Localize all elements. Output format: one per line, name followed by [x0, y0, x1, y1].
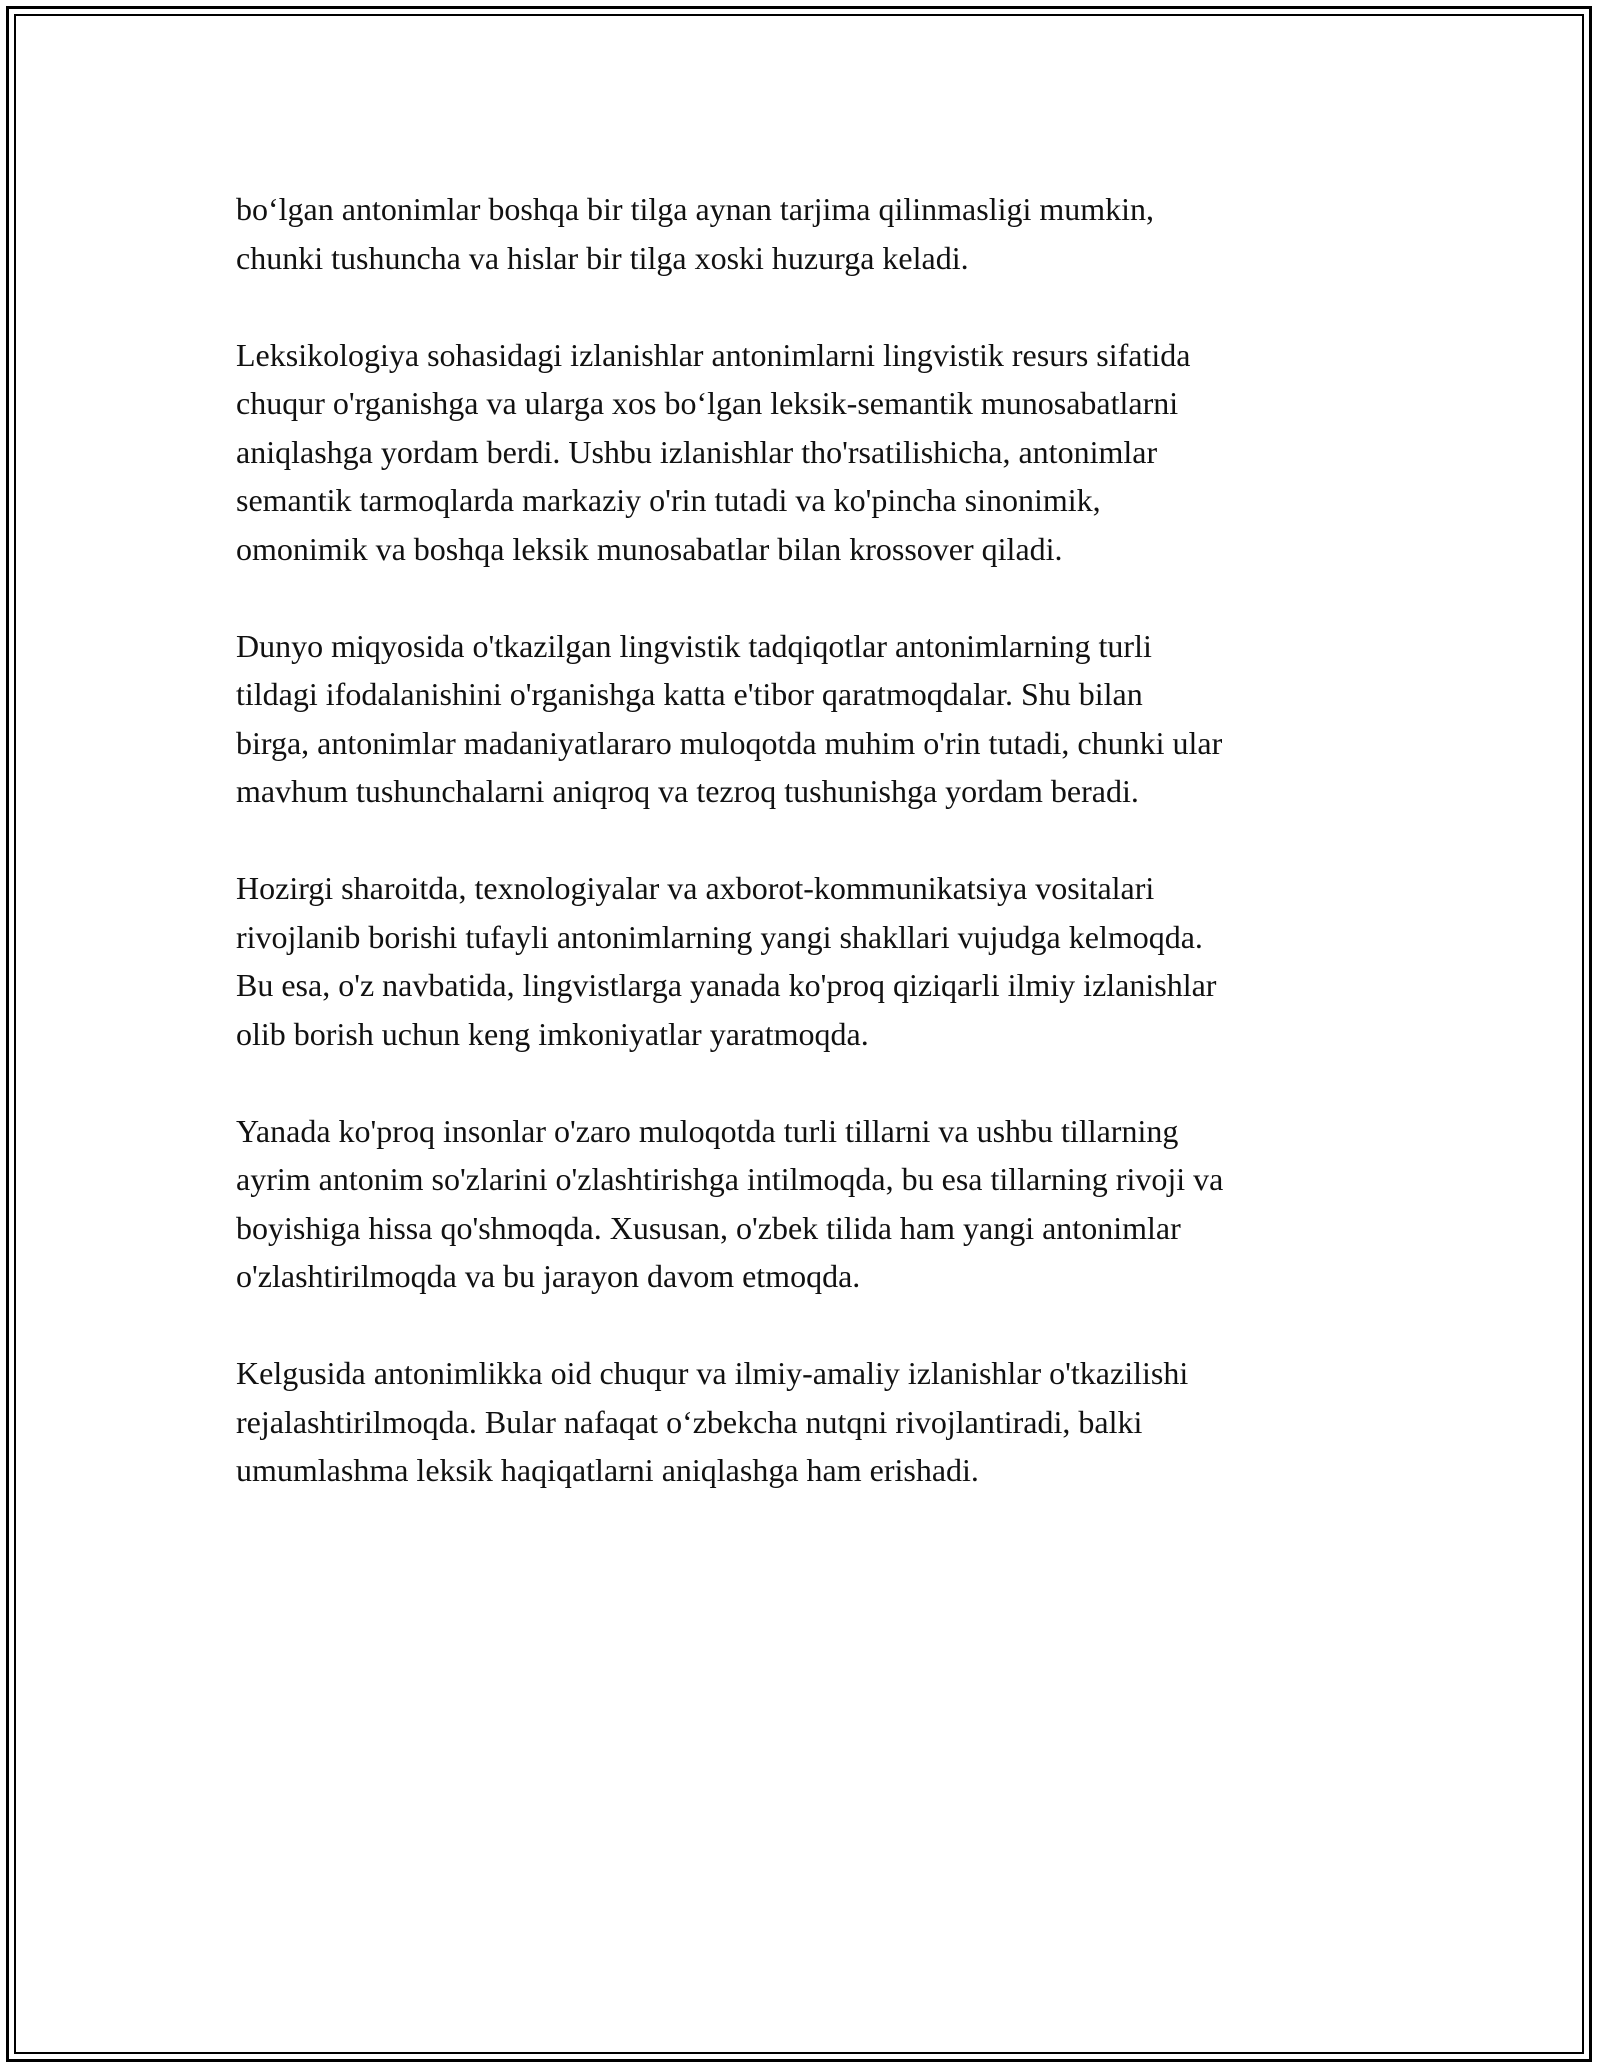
document-body [236, 185, 1386, 1543]
text-line: Leksikologiya sohasidagi izlanishlar antonimlarni lingvistik resurs sifatida [236, 336, 1191, 373]
text-line: olib borish uchun keng imkoniyatlar yaratmoqda. [236, 1015, 869, 1052]
text-line: ayrim antonim so'zlarini o'zlashtirishga intilmoqda, bu esa tillarning rivoji va [236, 1161, 1224, 1197]
text-line: semantik tarmoqlarda markaziy o'rin tutadi va ko'pincha sinonimik, [236, 482, 1101, 518]
paragraph-6 [236, 1349, 1386, 1495]
text-line: rivojlanib borishi tufayli antonimlarning yangi shakllari vujudga kelmoqda. [236, 918, 1203, 955]
paragraph-3 [236, 622, 1386, 816]
text-line: bo‘lgan antonimlar boshqa bir tilga aynan tarjima qilinmasligi mumkin, [236, 191, 1155, 227]
text-line: Dunyo miqyosida o'tkazilgan lingvistik tadqiqotlar antonimlarning turli [236, 627, 1152, 664]
paragraph-4 [236, 864, 1386, 1058]
text-line: mavhum tushunchalarni aniqroq va tezroq tushunishga yordam beradi. [236, 773, 1139, 809]
paragraph-5 [236, 1107, 1386, 1301]
text-line: Hozirgi sharoitda, texnologiyalar va axborot-kommunikatsiya vositalari [236, 870, 1155, 906]
paragraph-2 [236, 331, 1386, 574]
text-line: omonimik va boshqa leksik munosabatlar bilan krossover qiladi. [236, 530, 1063, 567]
text-line: Bu esa, o'z navbatida, lingvistlarga yanada ko'proq qiziqarli ilmiy izlanishlar [236, 967, 1217, 1003]
text-line: Yanada ko'proq insonlar o'zaro muloqotda turli tillarni va ushbu tillarning [236, 1112, 1179, 1149]
text-line: chunki tushuncha va hislar bir tilga xoski huzurga keladi. [236, 239, 969, 276]
text-line: chuqur o'rganishga va ularga xos bo‘lgan leksik-semantik munosabatlarni [236, 385, 1179, 421]
text-line: Kelgusida antonimlikka oid chuqur va ilmiy-amaliy izlanishlar o'tkazilishi [236, 1355, 1189, 1391]
paragraph-1 [236, 185, 1386, 282]
text-line: rejalashtirilmoqda. Bular nafaqat o‘zbekcha nutqni rivojlantiradi, balki [236, 1403, 1143, 1440]
text-line: umumlashma leksik haqiqatlarni aniqlashga ham erishadi. [236, 1452, 979, 1488]
text-line: birga, antonimlar madaniyatlararo muloqotda muhim o'rin tutadi, chunki ular [236, 724, 1223, 761]
text-line: o'zlashtirilmoqda va bu jarayon davom etmoqda. [236, 1258, 861, 1294]
text-line: aniqlashga yordam berdi. Ushbu izlanishlar tho'rsatilishicha, antonimlar [236, 433, 1158, 470]
text-line: tildagi ifodalanishini o'rganishga katta e'tibor qaratmoqdalar. Shu bilan [236, 676, 1143, 712]
text-line: boyishiga hissa qo'shmoqda. Xususan, o'zbek tilida ham yangi antonimlar [236, 1209, 1181, 1246]
